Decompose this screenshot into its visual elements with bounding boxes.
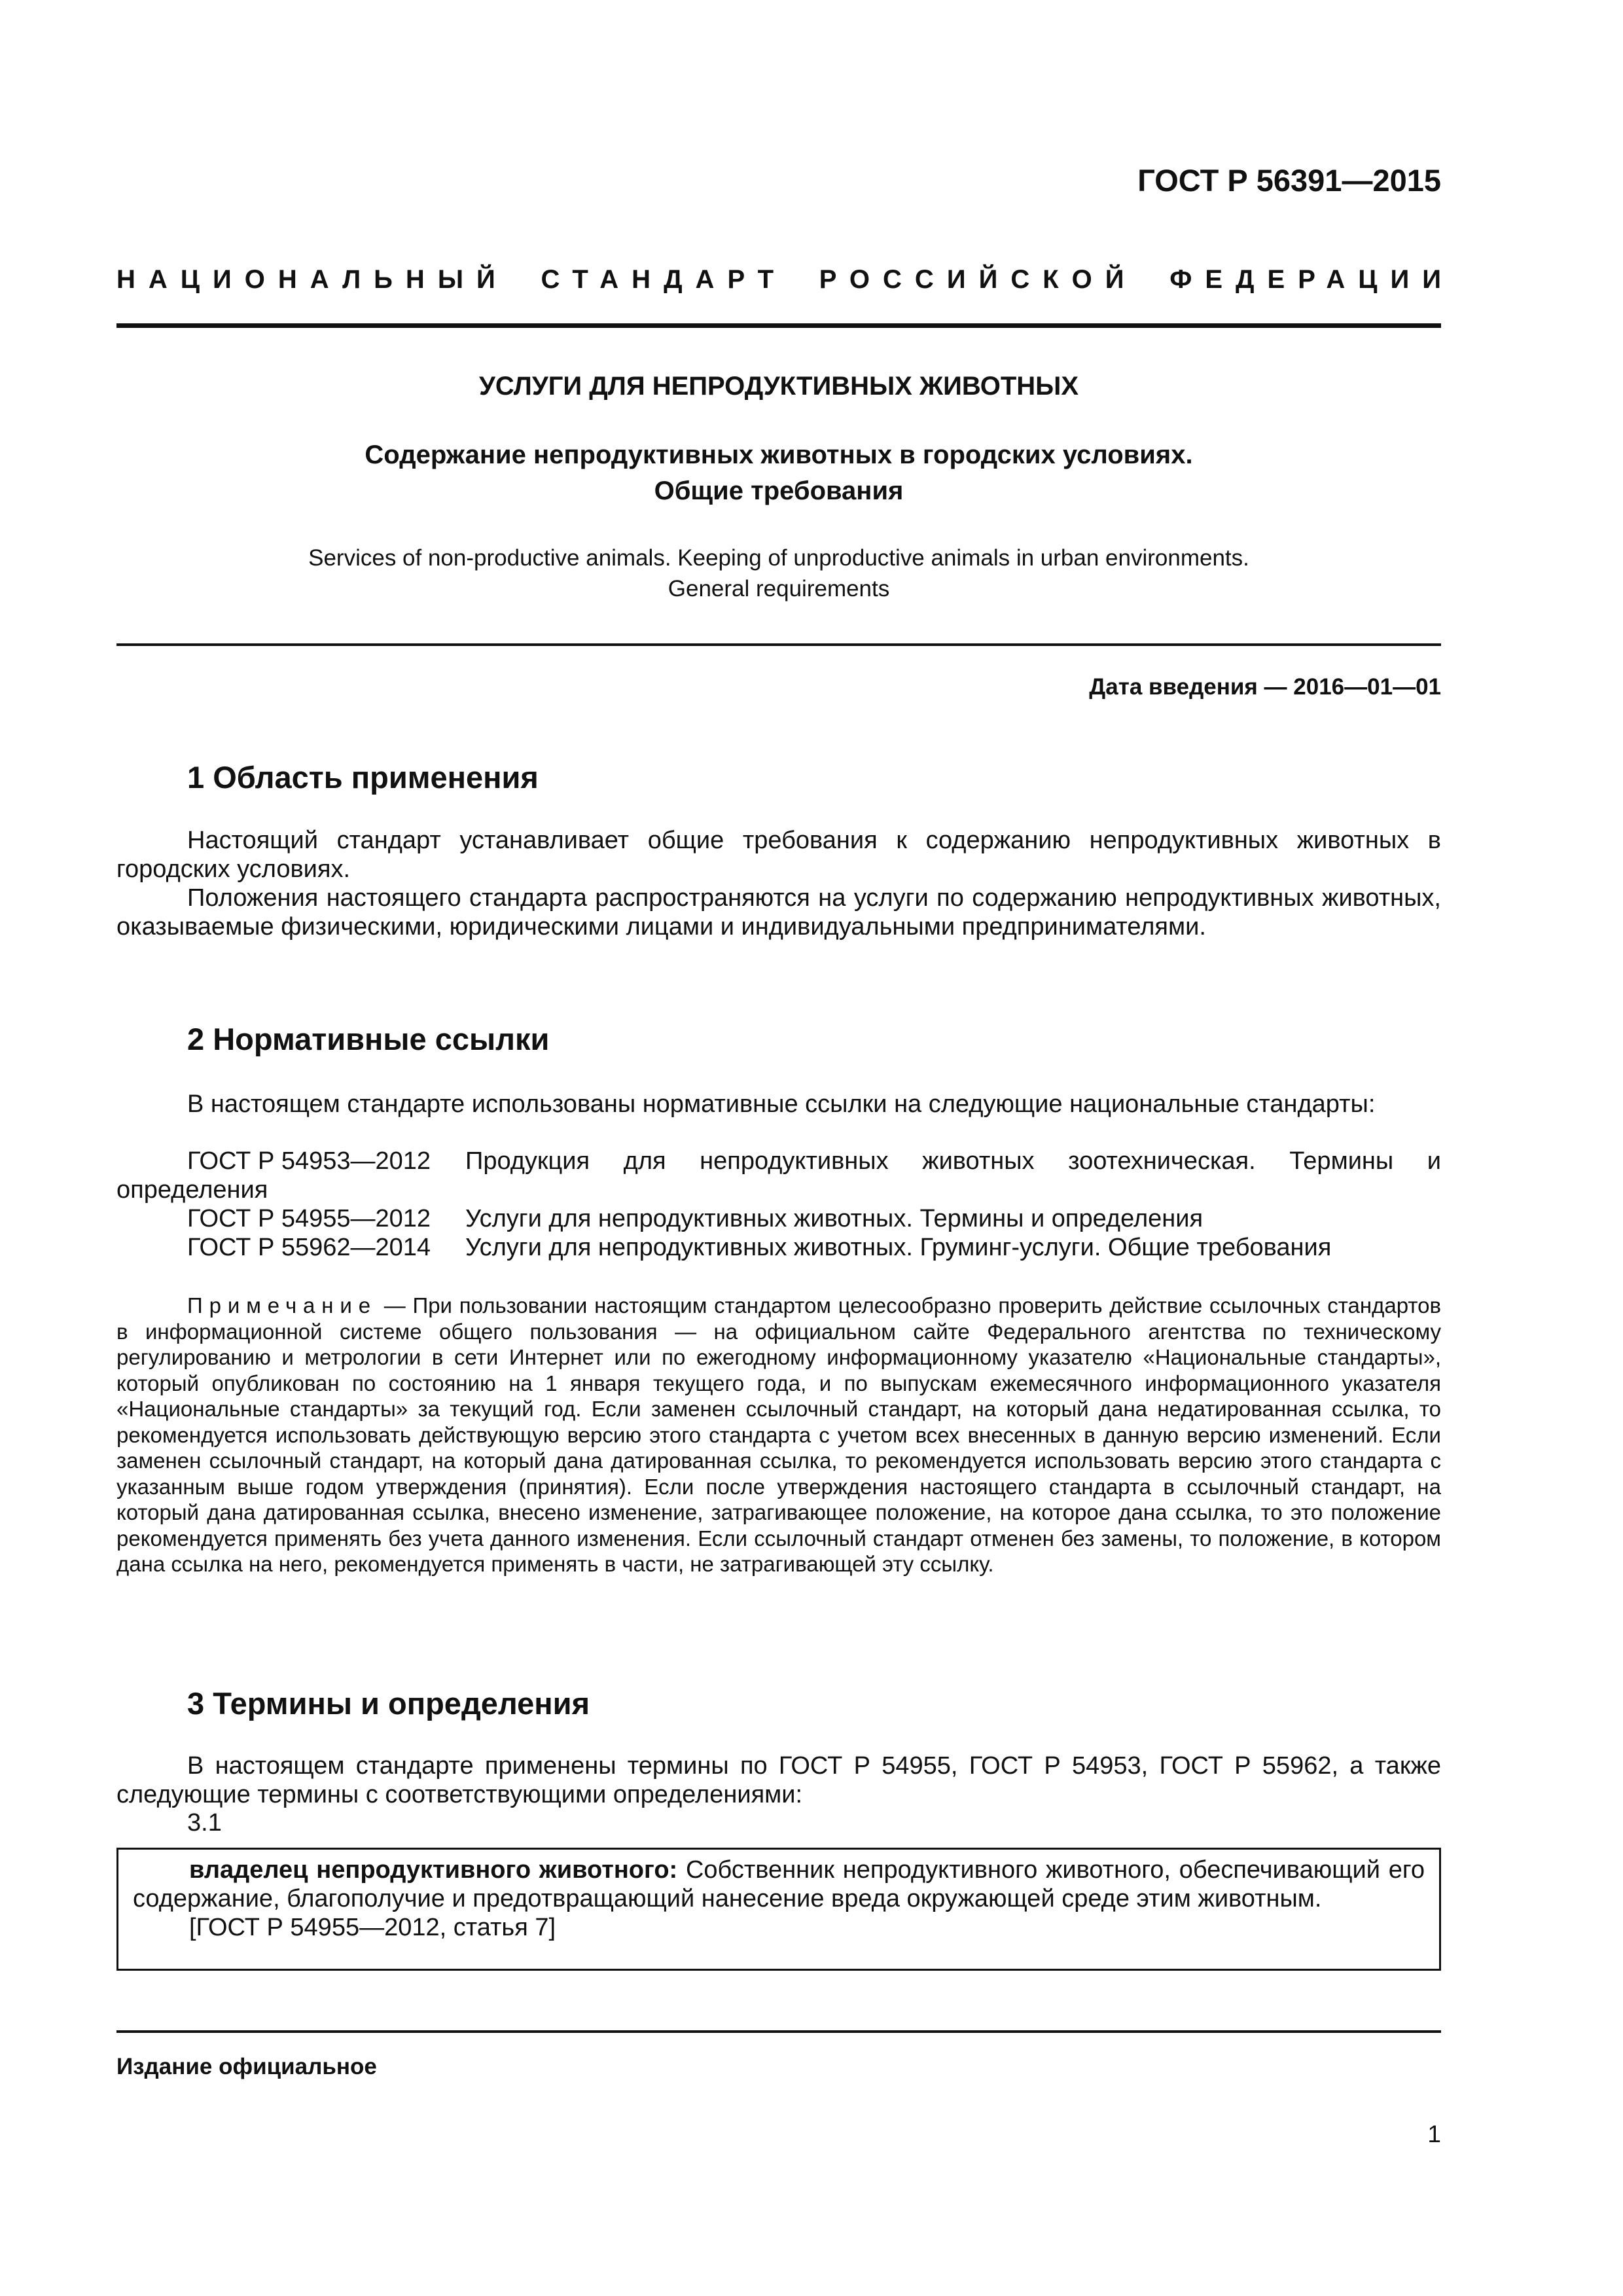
reference-code: ГОСТ Р 54955—2012: [187, 1205, 431, 1232]
reference-item: [116, 1233, 1441, 1262]
edition-label: Издание официальное: [116, 2054, 377, 2079]
introduction-date: Дата введения — 2016—01—01: [1089, 674, 1441, 700]
reference-item: [116, 1147, 1441, 1175]
reference-continuation: [116, 1175, 1441, 1204]
header-divider: [116, 323, 1441, 328]
paragraph: В настоящем стандарте применены термины по ГОСТ Р 54955, ГОСТ Р 54953, ГОСТ Р 55962, а также следующие термины с соответствующими определениями:: [116, 1752, 1441, 1808]
banner-word: ФЕДЕРАЦИИ: [1169, 265, 1454, 294]
reference-title: Услуги для непродуктивных животных. Груминг-услуги. Общие требования: [465, 1234, 1332, 1261]
document-title: УСЛУГИ ДЛЯ НЕПРОДУКТИВНЫХ ЖИВОТНЫХ: [479, 372, 1079, 401]
section-3-body: [116, 1751, 1441, 1809]
note-text: — При пользовании настоящим стандартом целесообразно проверить действие ссылочных стандартов в информационной системе общего пользования — на официальном сайте Федерального агентства по техническому регулированию и метрологии в сети Интернет или по ежегодному информационному указателю «Национальные стандарты», который опубликован по состоянию на 1 января текущего года, и по выпускам ежемесячного информационного указателя «Национальные стандарты» за текущий год. Если заменен ссылочный стандарт, на который дана недатированная ссылка, то рекомендуется использовать действующую версию этого стандарта с учетом всех внесенных в данную версию изменений. Если заменен ссылочный стандарт, на который дана датированная ссылка, то рекомендуется использовать версию этого стандарта с указанным выше годом утверждения (принятия). Если после утверждения настоящего стандарта в ссылочный стандарт, на который дана датированная ссылка, внесено изменение, затрагивающее положение, на которое дана ссылка, то это положение рекомендуется применять без учета данного изменения. Если ссылочный стандарт отменен без замены, то положение, в котором дана ссылка на него, рекомендуется применять в части, не затрагивающей эту ссылку.: [116, 1293, 1441, 1576]
note-block: [116, 1293, 1441, 1577]
section-2-body: [116, 1090, 1441, 1119]
reference-code: ГОСТ Р 54953—2012: [187, 1147, 431, 1175]
standard-code: ГОСТ Р 56391—2015: [1137, 163, 1441, 198]
reference-item: [116, 1204, 1441, 1233]
reference-title: Продукция для непродуктивных животных зоотехническая. Термины и: [465, 1147, 1441, 1175]
term-definition: Собственник непродуктивного животного, обеспечивающий его содержание, благополучие и предотвращающий нанесение вреда окружающей среде этим животным.: [133, 1856, 1425, 1912]
document-page: [116, 0, 1454, 2296]
page-number: 1: [1427, 2121, 1441, 2147]
term-number: 3.1: [187, 1809, 222, 1837]
document-subtitle-line2: Общие требования: [654, 476, 904, 505]
section-1-body: [116, 826, 1441, 941]
reference-list: [116, 1147, 1441, 1262]
banner-word: СТАНДАРТ: [541, 265, 787, 294]
reference-title-continued: определения: [116, 1176, 268, 1204]
footer-divider: [116, 2030, 1441, 2033]
paragraph: В настоящем стандарте использованы нормативные ссылки на следующие национальные стандарты:: [187, 1090, 1376, 1118]
paragraph: Положения настоящего стандарта распространяются на услуги по содержанию непродуктивных животных, оказываемые физическими, юридическими лицами и индивидуальными предпринимателями.: [116, 884, 1441, 941]
paragraph: Настоящий стандарт устанавливает общие требования к содержанию непродуктивных животных в городских условиях.: [116, 827, 1441, 883]
banner-word: РОССИЙСКОЙ: [819, 265, 1137, 294]
note-label: Примечание: [187, 1293, 378, 1318]
section-1-heading: 1 Область применения: [187, 760, 539, 795]
term: владелец непродуктивного животного:: [189, 1856, 678, 1884]
section-2-heading: 2 Нормативные ссылки: [187, 1022, 550, 1056]
reference-code: ГОСТ Р 55962—2014: [187, 1234, 431, 1261]
english-title-line2: General requirements: [668, 576, 890, 601]
national-standard-banner: [116, 265, 1454, 295]
document-subtitle-line1: Содержание непродуктивных животных в городских условиях.: [365, 440, 1193, 469]
title-divider: [116, 643, 1441, 646]
term-definition-box: [116, 1848, 1441, 1971]
term-source: [ГОСТ Р 54955—2012, статья 7]: [189, 1914, 556, 1941]
section-3-heading: 3 Термины и определения: [187, 1686, 590, 1721]
reference-title: Услуги для непродуктивных животных. Термины и определения: [465, 1205, 1204, 1232]
english-title-line1: Services of non-productive animals. Keeping of unproductive animals in urban environments.: [308, 545, 1249, 571]
banner-word: НАЦИОНАЛЬНЫЙ: [116, 265, 508, 294]
